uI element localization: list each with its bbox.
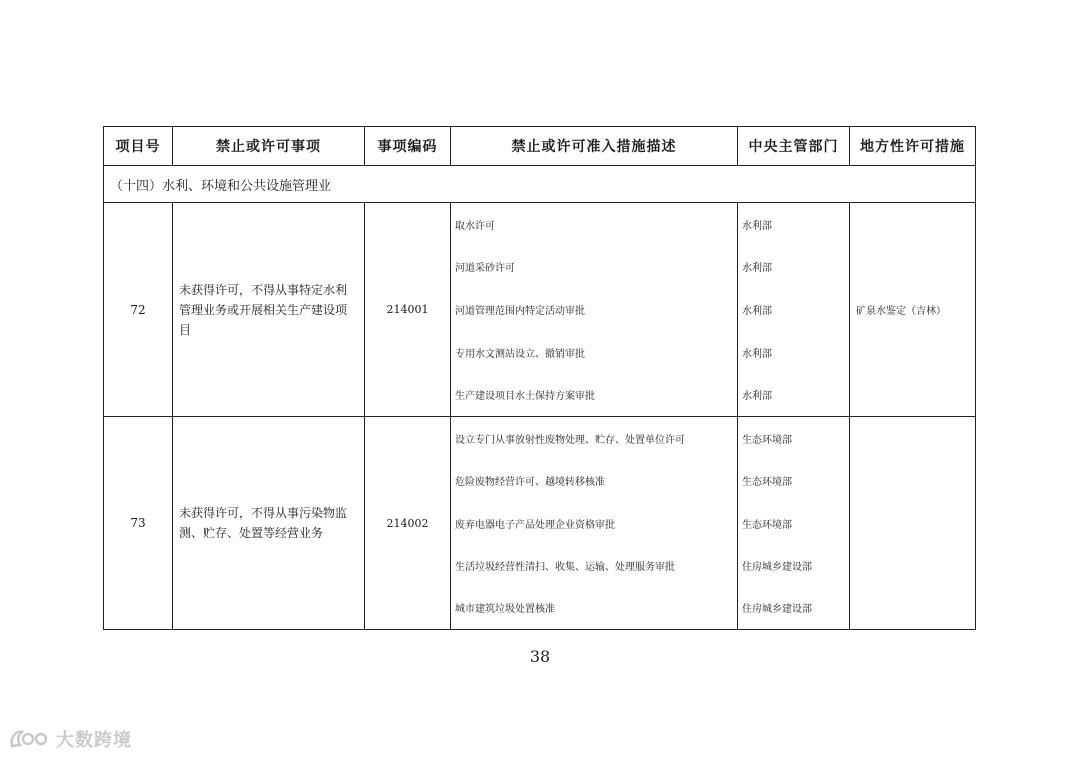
permit-table <box>103 126 976 630</box>
department-item: 住房城乡建设部 <box>742 604 812 616</box>
row-local-measure <box>850 417 976 630</box>
row-code: 214002 <box>365 417 451 630</box>
row-measures <box>451 203 738 417</box>
measure-item: 取水许可 <box>455 220 495 232</box>
department-item: 水利部 <box>742 220 772 232</box>
measure-item: 河道管理范围内特定活动审批 <box>455 305 585 317</box>
department-item: 生态环境部 <box>742 519 792 531</box>
header-project-number: 项目号 <box>104 127 173 166</box>
department-item: 住房城乡建设部 <box>742 561 812 573</box>
department-item: 生态环境部 <box>742 434 792 446</box>
measure-item: 城市建筑垃圾处置核准 <box>455 604 555 616</box>
header-local-measures: 地方性许可措施 <box>850 127 976 166</box>
brand-logo-icon <box>8 726 52 752</box>
table-header-row <box>104 127 976 166</box>
department-item: 水利部 <box>742 305 772 317</box>
measure-item: 废弃电器电子产品处理企业资格审批 <box>455 519 615 531</box>
row-number: 73 <box>104 417 173 630</box>
measure-item: 专用水文测站设立、撤销审批 <box>455 348 585 360</box>
watermark <box>8 726 132 752</box>
table-row <box>104 417 976 630</box>
department-item: 水利部 <box>742 348 772 360</box>
measure-item: 河道采砂许可 <box>455 263 515 275</box>
row-item: 未获得许可，不得从事污染物监测、贮存、处置等经营业务 <box>173 417 365 630</box>
header-central-department: 中央主管部门 <box>738 127 850 166</box>
header-item-code: 事项编码 <box>365 127 451 166</box>
section-row <box>104 166 976 203</box>
row-code: 214001 <box>365 203 451 417</box>
measure-item: 生产建设项目水土保持方案审批 <box>455 391 595 403</box>
row-departments <box>738 417 850 630</box>
row-measures <box>451 417 738 630</box>
department-item: 水利部 <box>742 263 772 275</box>
section-title: （十四）水利、环境和公共设施管理业 <box>104 166 976 203</box>
table-row <box>104 203 976 417</box>
measure-item: 危险废物经营许可、越境转移核准 <box>455 477 605 489</box>
department-item: 生态环境部 <box>742 477 792 489</box>
row-item: 未获得许可，不得从事特定水利管理业务或开展相关生产建设项目 <box>173 203 365 417</box>
header-measure-description: 禁止或许可准入措施描述 <box>451 127 738 166</box>
row-local-measure: 矿泉水鉴定（吉林） <box>850 203 976 417</box>
row-number: 72 <box>104 203 173 417</box>
watermark-text: 大数跨境 <box>56 730 132 751</box>
header-permit-item: 禁止或许可事项 <box>173 127 365 166</box>
measure-item: 生活垃圾经营性清扫、收集、运输、处理服务审批 <box>455 561 675 573</box>
row-departments <box>738 203 850 417</box>
page-number: 38 <box>529 647 551 666</box>
department-item: 水利部 <box>742 391 772 403</box>
measure-item: 设立专门从事放射性废物处理、贮存、处置单位许可 <box>455 434 685 446</box>
